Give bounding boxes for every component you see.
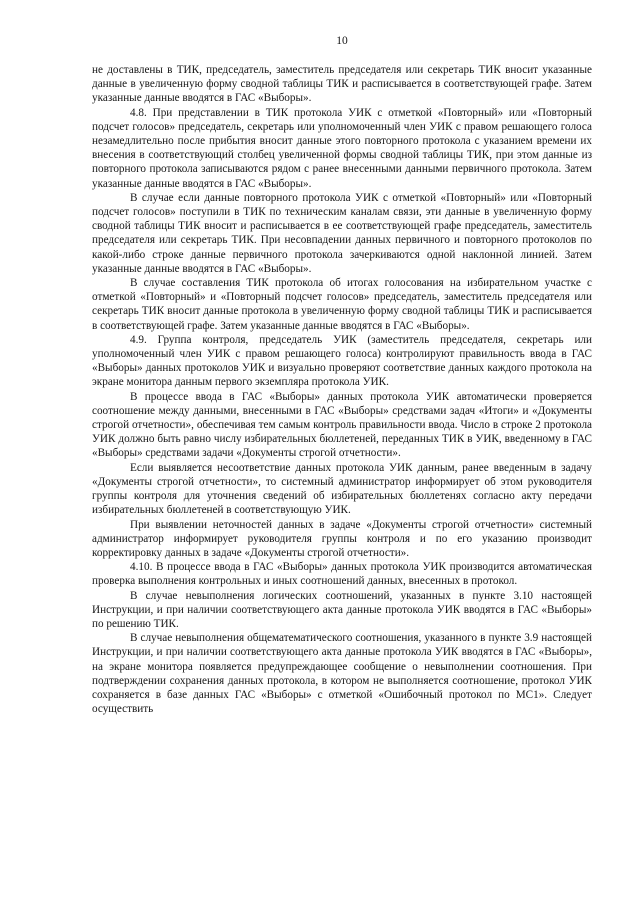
paragraph-4-9: 4.9. Группа контроля, председатель УИК (заместитель председателя, секретарь или уполномоченный член УИК с правом решающего голоса) контролируют правильность ввода в ГАС «Выборы» данных протоколов УИК и визуально проверяют соответствие данных каждого протокола на экране монитора данным первого экземпляра протокола УИК. — [92, 333, 592, 389]
paragraph-continuation: не доставлены в ТИК, председатель, заместитель председателя или секретарь ТИК вносит указанные данные в увеличенную форму сводной таблицы ТИК и расписывается в соответствующей графе. Затем указанные данные вводятся в ГАС «Выборы». — [92, 64, 592, 105]
page-number: 10 — [336, 35, 348, 47]
paragraph-repeat-protocol-channels: В случае если данные повторного протокола УИК с отметкой «Повторный» или «Повторный подсчет голосов» поступили в ТИК по техническим каналам связи, эти данные в увеличенную форму сводной таблицы ТИК вносит и расписывается в ее соответствующей графе председатель, заместитель председателя или секретарь ТИК. При несовпадении данных первичного и повторного протоколов по какой-либо строке данные первичного протокола зачеркиваются одной наклонной линией. Затем указанные данные вводятся в ГАС «Выборы». — [92, 191, 592, 275]
paragraph-mismatch: Если выявляется несоответствие данных протокола УИК данным, ранее введенным в задачу «Документы строгой отчетности», то системный администратор информирует об этом руководителя группы контроля для уточнения сведений об избирательных бюллетенях согласно акту передачи избирательных бюллетеней в соответствующую УИК. — [92, 461, 592, 517]
paragraph-logical-relations: В случае невыполнения логических соотношений, указанных в пункте 3.10 настоящей Инструкции, и при наличии соответствующего акта данные протокола УИК вводятся в ГАС «Выборы» по решению ТИК. — [92, 589, 592, 630]
paragraph-tik-repeat-protocol: В случае составления ТИК протокола об итогах голосования на избирательном участке с отметкой «Повторный» и «Повторный подсчет голосов» председатель, заместитель председателя или секретарь ТИК вносит данные протокола в увеличенную форму сводной таблицы ТИК и расписывается в соответствующей графе. Затем указанные данные вводятся в ГАС «Выборы». — [92, 277, 592, 332]
paragraph-math-relations: В случае невыполнения общематематического соотношения, указанного в пункте 3.9 настоящей Инструкции, и при наличии соответствующего акта данные протокола УИК вводятся в ГАС «Выборы», на экране монитора появляется предупреждающее сообщение о невыполнении соотношения. При подтверждении сохранения данных протокола, в котором не выполняется соотношение, протокол УИК сохраняется в базе данных ГАС «Выборы» с отметкой «Ошибочный протокол по МС1». Следует осуществить — [92, 632, 592, 716]
paragraph-input-check: В процессе ввода в ГАС «Выборы» данных протокола УИК автоматически проверяется соотношение между данными, внесенными в ГАС «Выборы» средствами задач «Итоги» и «Документы строгой отчетности», обеспечивая тем самым контроль правильности ввода. Число в строке 2 протокола УИК должно быть равно числу избирательных бюллетеней, переданных ТИК в УИК, введенному в ГАС «Выборы» средствами задачи «Документы строгой отчетности». — [92, 390, 592, 460]
document-body — [92, 63, 592, 716]
paragraph-inaccuracy: При выявлении неточностей данных в задаче «Документы строгой отчетности» системный администратор информирует руководителя группы контроля и по его указанию производит корректировку данных в задаче «Документы строгой отчетности». — [92, 518, 592, 559]
paragraph-4-10: 4.10. В процессе ввода в ГАС «Выборы» данных протокола УИК производится автоматическая проверка выполнения контрольных и иных соотношений данных, внесенных в протокол. — [92, 561, 592, 588]
paragraph-4-8: 4.8. При представлении в ТИК протокола УИК с отметкой «Повторный» или «Повторный подсчет голосов» председатель, секретарь или уполномоченный член УИК с правом решающего голоса незамедлительно после прибытия вносит данные этого повторного протокола с указанием времени их внесения в соответствующий столбец увеличенной формы сводной таблицы ТИК, при этом данные из повторного протокола записываются рядом с ранее внесенными данными первичного протокола. Затем указанные данные вводятся в ГАС «Выборы». — [92, 106, 592, 190]
